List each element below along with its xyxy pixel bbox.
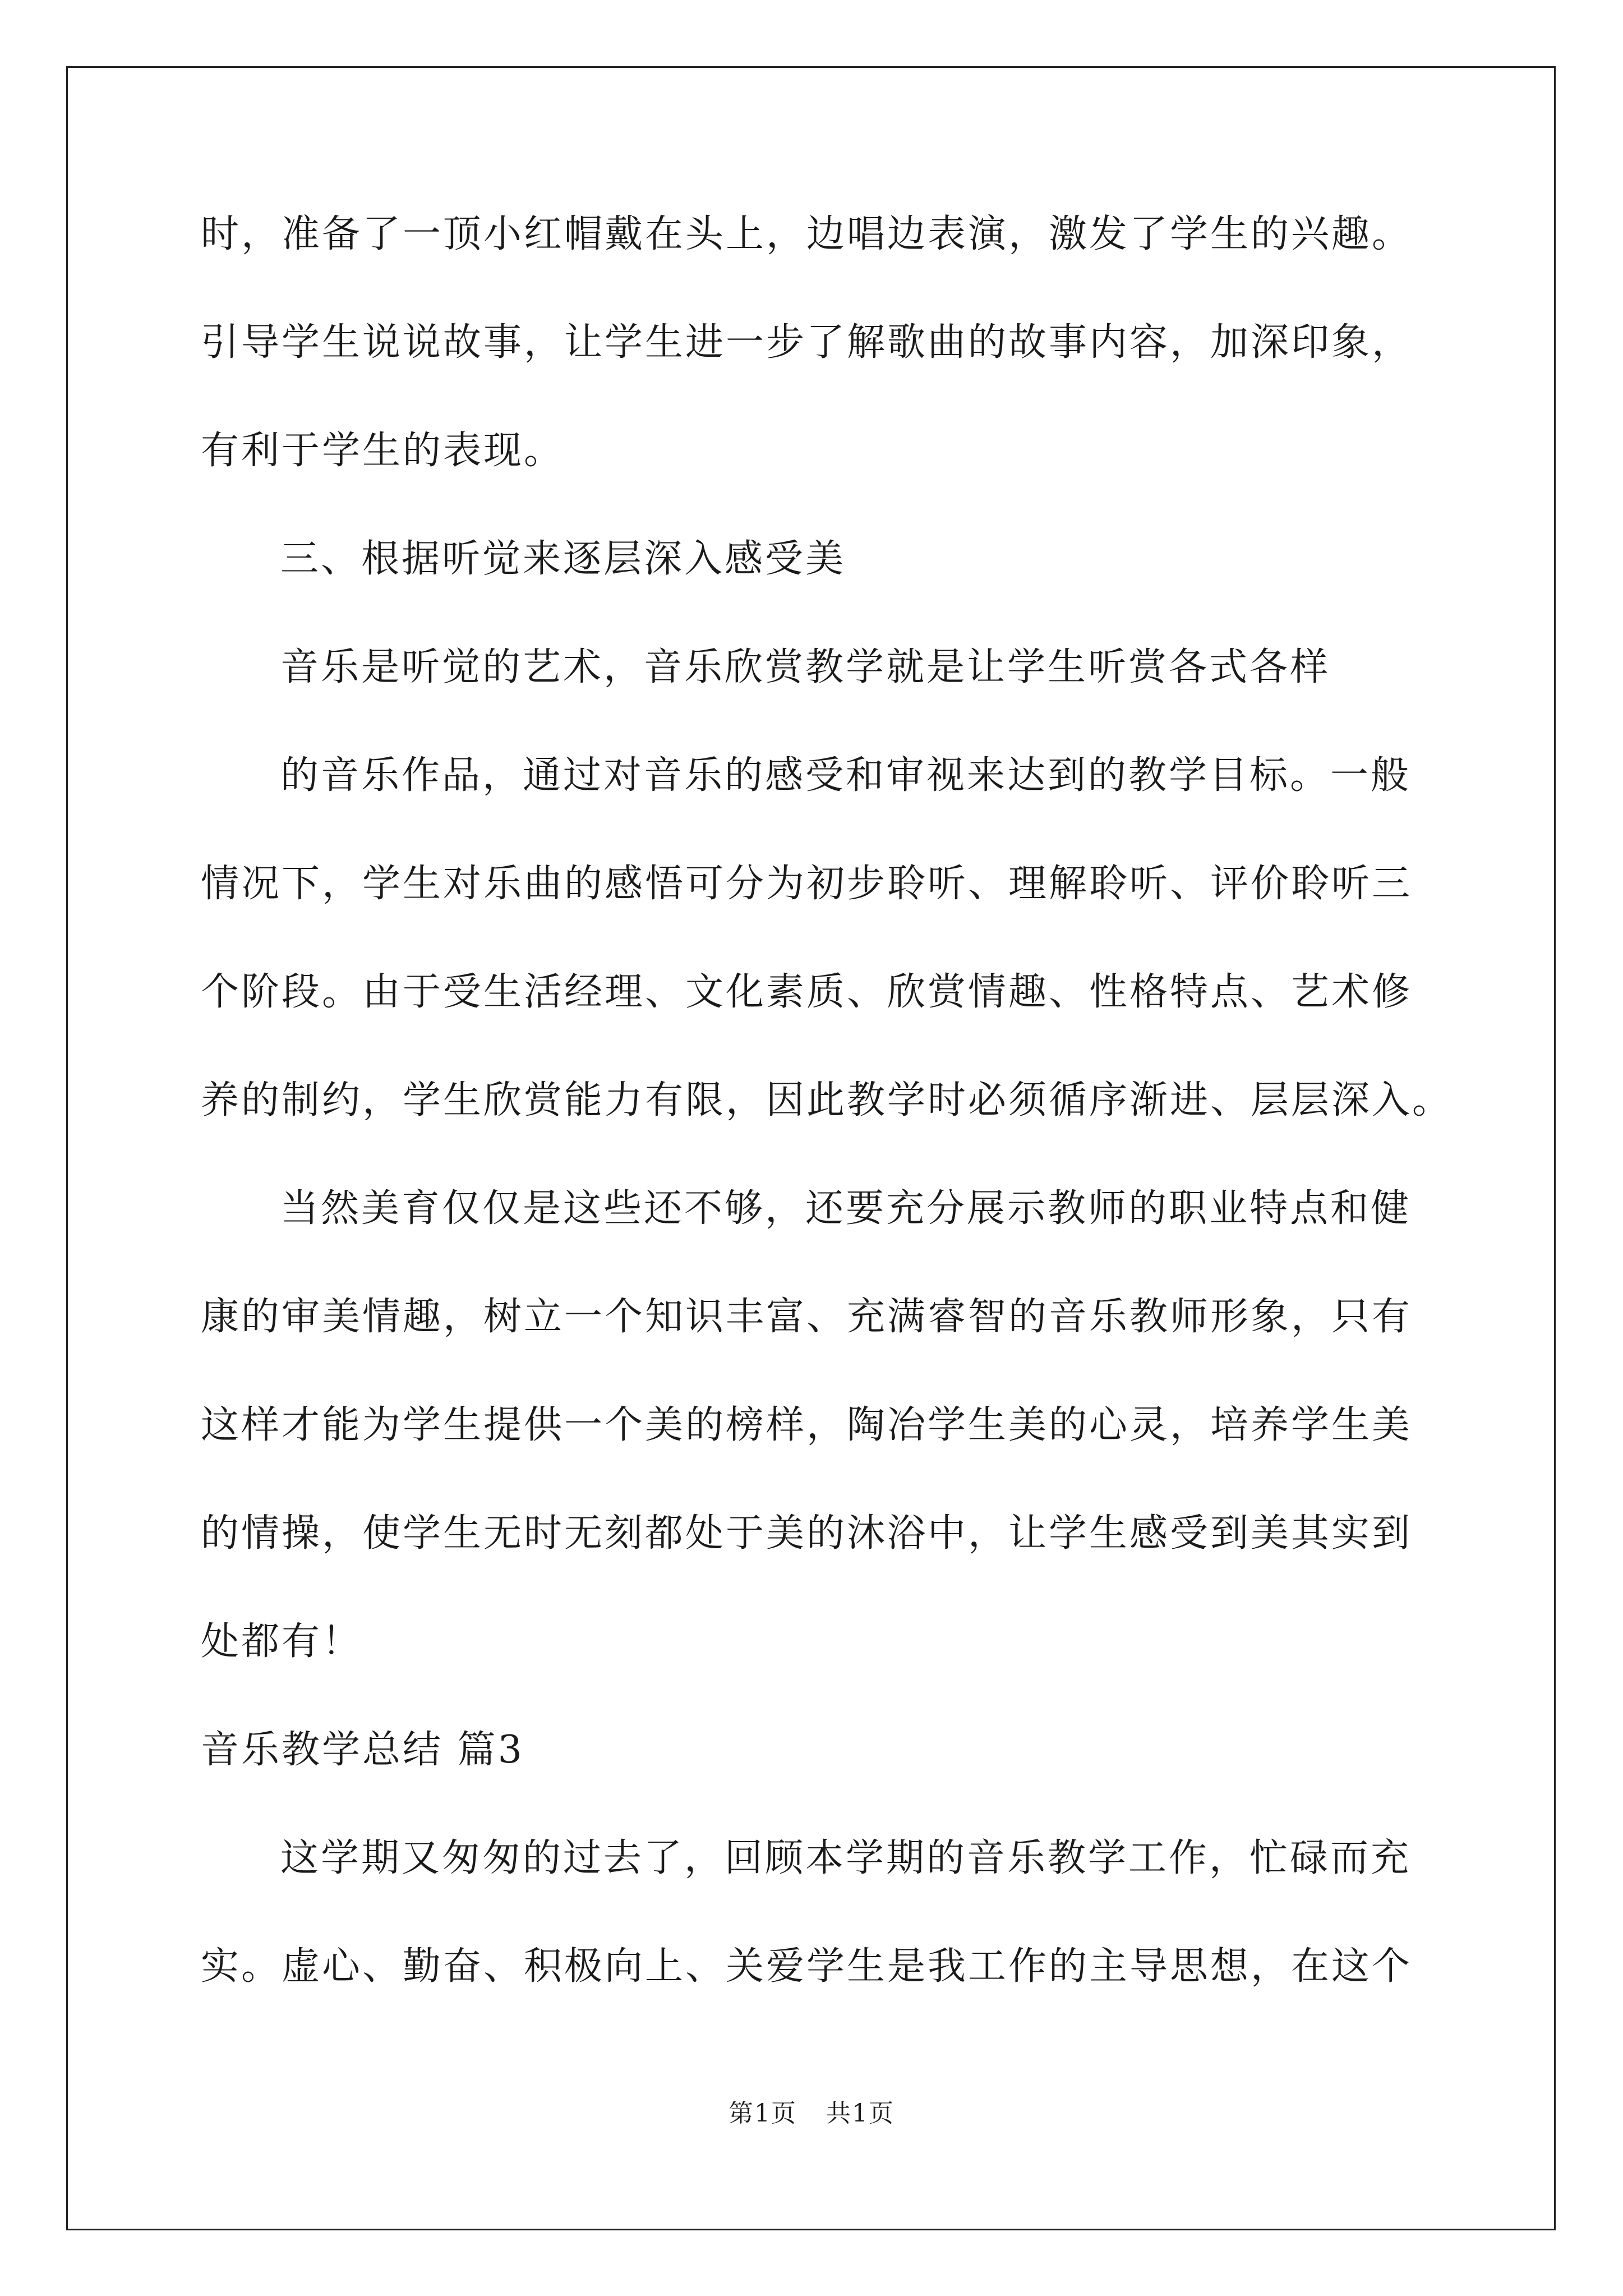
text-line: 处都有！ [201, 1619, 363, 1664]
text-line: 这样才能为学生提供一个美的榜样，陶冶学生美的心灵，培养学生美 [201, 1403, 1413, 1447]
text-line: 音乐是听觉的艺术，音乐欣赏教学就是让学生听赏各式各样 [280, 645, 1331, 689]
text-line: 这学期又匆匆的过去了，回顾本学期的音乐教学工作，忙碌而充 [280, 1836, 1412, 1880]
text-line: 时，准备了一顶小红帽戴在头上，边唱边表演，激发了学生的兴趣。 [201, 212, 1413, 256]
text-line: 的音乐作品，通过对音乐的感受和审视来达到的教学目标。一般 [280, 753, 1412, 798]
page-current: 第1页 [728, 2099, 797, 2128]
text-line: 情况下，学生对乐曲的感悟可分为初步聆听、理解聆听、评价聆听三 [201, 862, 1413, 906]
text-line: 实。虚心、勤奋、积极向上、关爱学生是我工作的主导思想，在这个 [201, 1944, 1413, 1989]
section-heading: 三、根据听觉来逐层深入感受美 [280, 537, 846, 581]
text-line: 养的制约，学生欣赏能力有限，因此教学时必须循序渐进、层层深入。 [201, 1078, 1453, 1122]
section-title: 音乐教学总结 篇3 [201, 1728, 524, 1772]
text-line: 个阶段。由于受生活经理、文化素质、欣赏情趣、性格特点、艺术修 [201, 970, 1413, 1014]
page-footer [0, 2097, 1623, 2131]
text-line: 引导学生说说故事，让学生进一步了解歌曲的故事内容，加深印象， [201, 320, 1413, 365]
page-border [66, 66, 1556, 2230]
text-line: 康的审美情趣，树立一个知识丰富、充满睿智的音乐教师形象，只有 [201, 1295, 1413, 1339]
text-line: 的情操，使学生无时无刻都处于美的沐浴中，让学生感受到美其实到 [201, 1511, 1413, 1556]
text-line: 当然美育仅仅是这些还不够，还要充分展示教师的职业特点和健 [280, 1186, 1412, 1231]
text-line: 有利于学生的表现。 [201, 429, 565, 473]
page-total: 共1页 [826, 2099, 895, 2128]
